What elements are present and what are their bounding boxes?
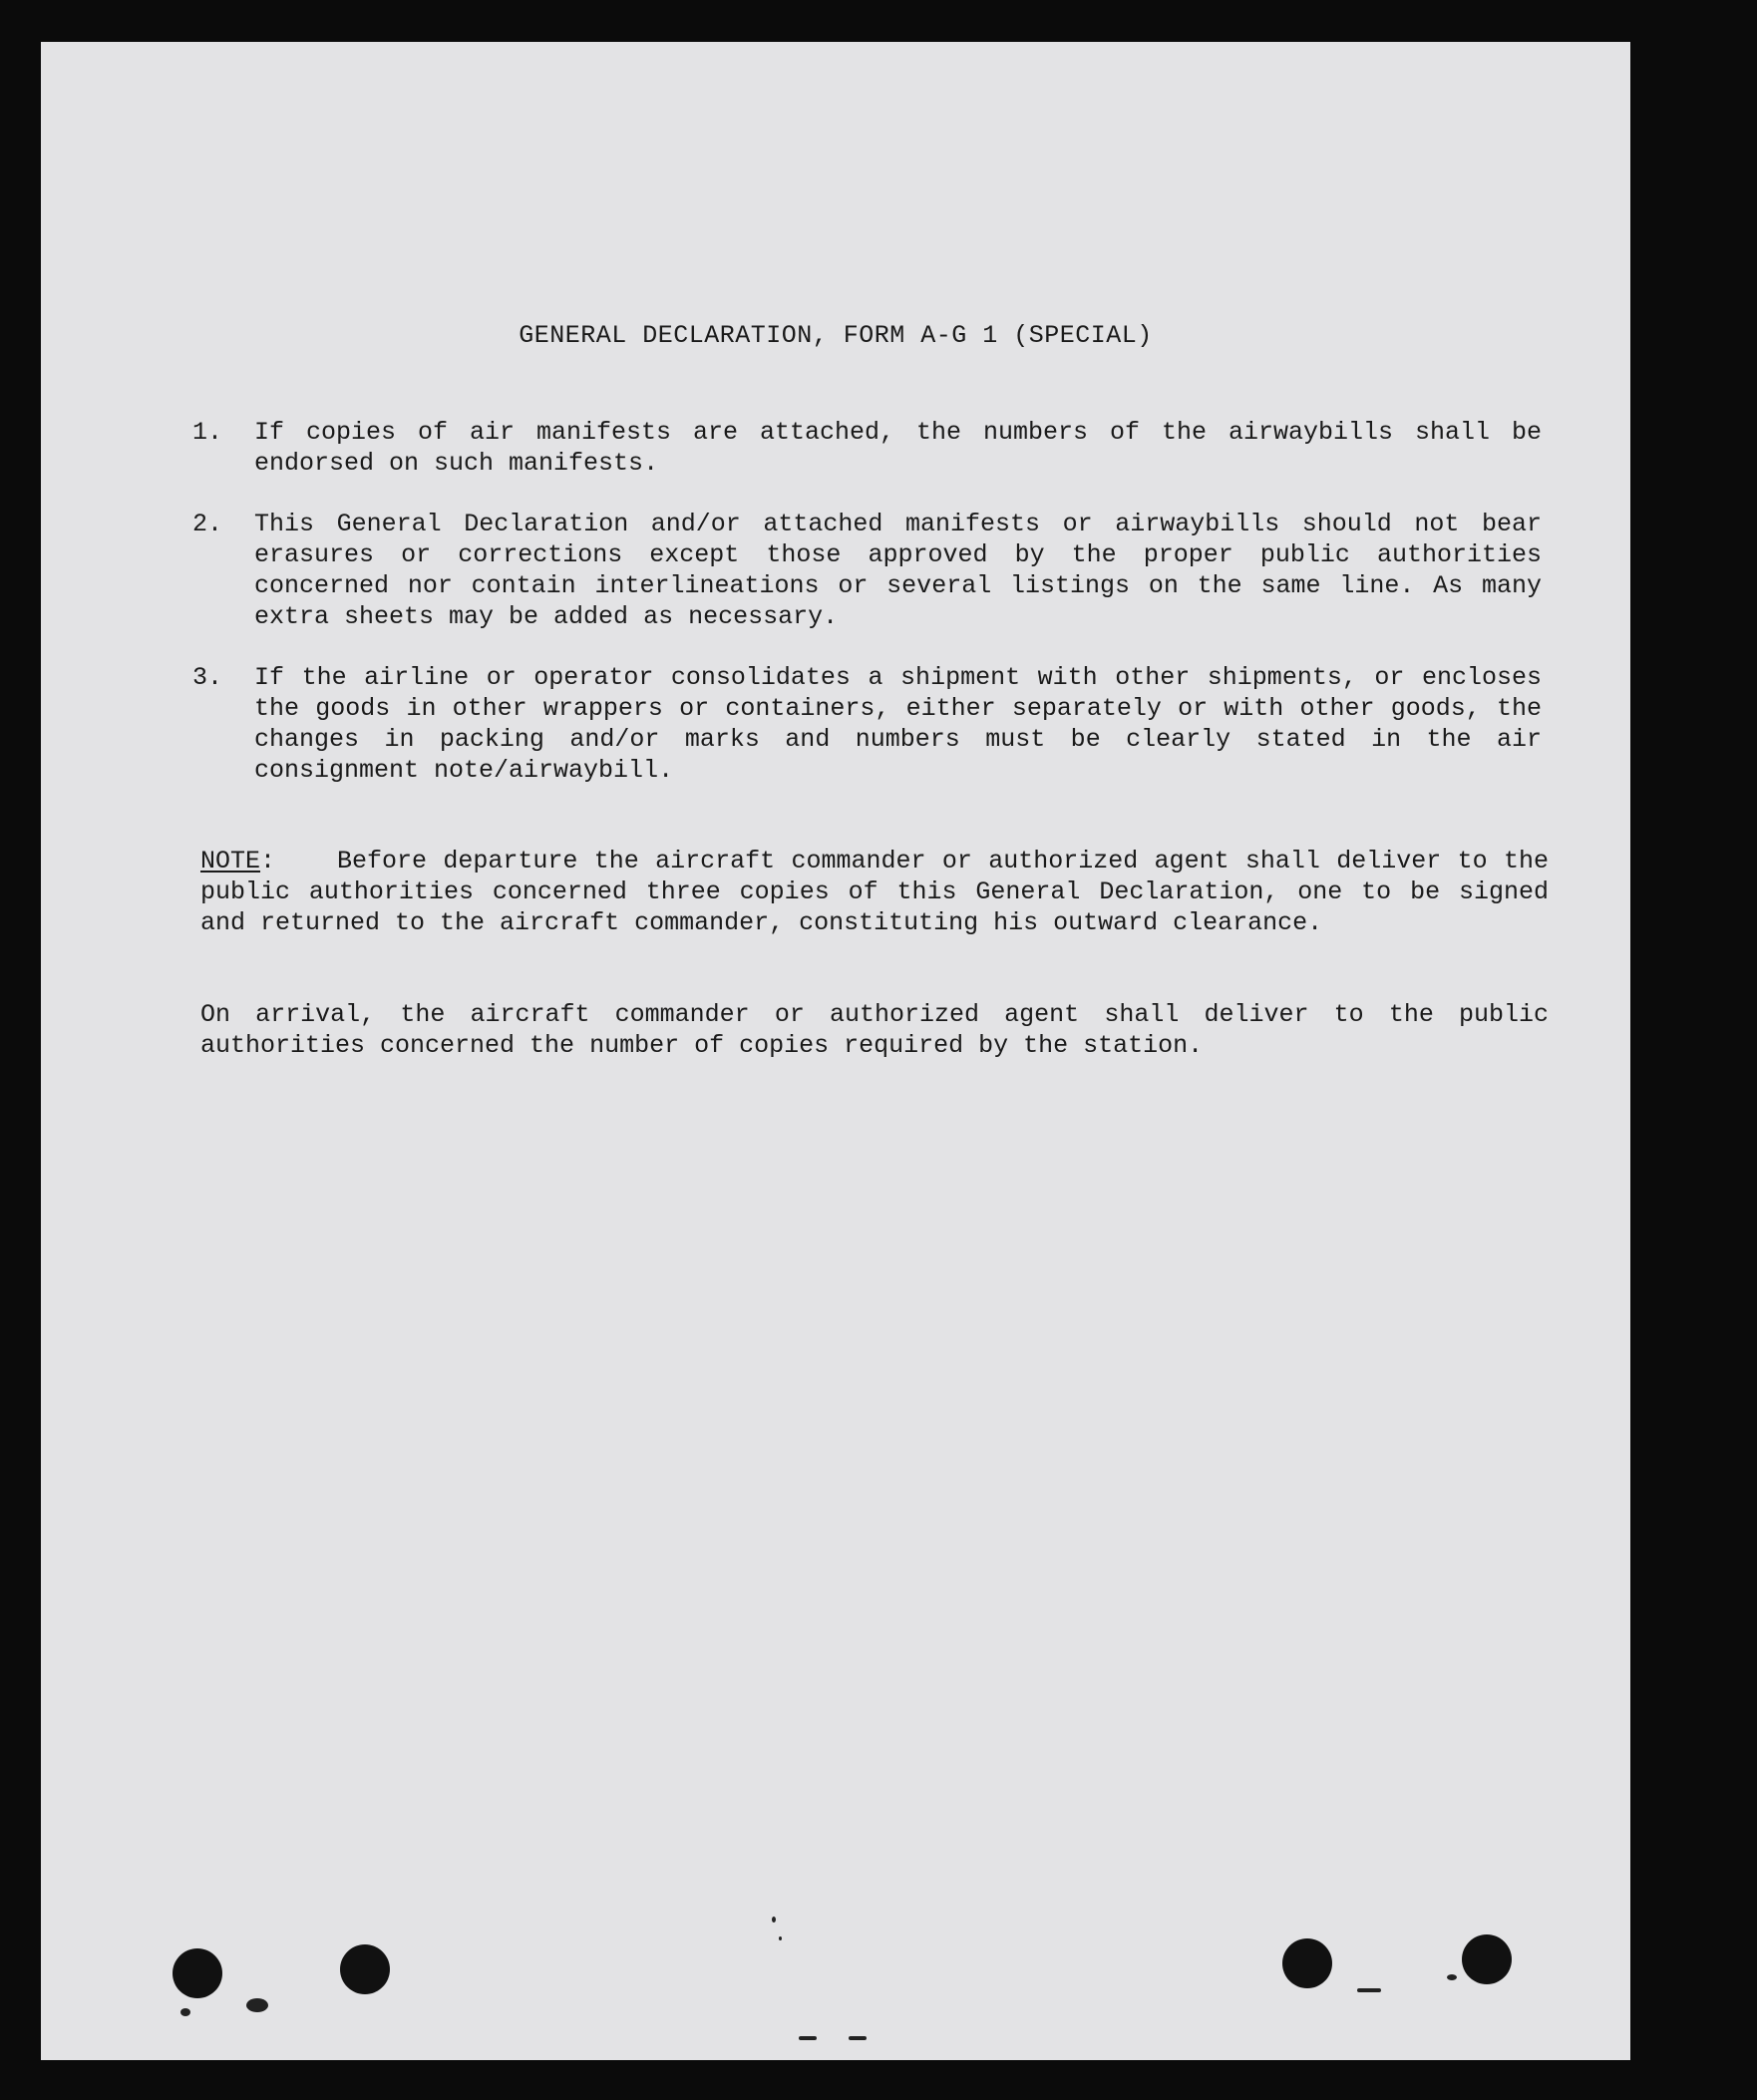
speck [772, 1917, 776, 1923]
document-page [41, 42, 1630, 2060]
item-text: If copies of air manifests are attached, the numbers of the airwaybills shall be endorsed on such manifests. [254, 418, 1542, 478]
note-colon: : [260, 847, 276, 875]
list-item [192, 417, 1542, 479]
list-item [192, 509, 1542, 632]
item-number: 2. [192, 510, 223, 538]
punch-hole [1462, 1934, 1512, 1984]
arrival-paragraph: On arrival, the aircraft commander or authorized agent shall deliver to the public authorities concerned the number of copies required by the station. [200, 1000, 1549, 1060]
speck [1447, 1974, 1457, 1980]
speck [246, 1998, 268, 2012]
item-text: This General Declaration and/or attached manifests or airwaybills should not bear erasures or corrections except those approved by the proper public authorities concerned nor contain interlineations or several listings on the same line. As many extra sheets may be added as necessary. [254, 510, 1542, 631]
speck [849, 2036, 867, 2040]
speck [1357, 1988, 1381, 1992]
punch-hole [1282, 1938, 1332, 1988]
note-label: NOTE [200, 847, 261, 875]
list-item [192, 662, 1542, 786]
speck [799, 2036, 817, 2040]
note-text: Before departure the aircraft commander or authorized agent shall deliver to the public authorities concerned three copies of this General Declaration, one to be signed and returned to the aircraft commander, constituting his outward clearance. [200, 847, 1549, 937]
speck [180, 2008, 190, 2016]
item-text: If the airline or operator consolidates a shipment with other shipments, or encloses the goods in other wrappers or containers, either separately or with other goods, the changes in packing and/or marks and numbers must be clearly stated in the air consignment note/airwaybill. [254, 663, 1542, 785]
item-number: 1. [192, 418, 223, 447]
note-paragraph [200, 846, 1549, 938]
item-number: 3. [192, 663, 223, 692]
page-title: GENERAL DECLARATION, FORM A-G 1 (SPECIAL) [519, 321, 1153, 350]
punch-hole [173, 1948, 222, 1998]
punch-hole [340, 1944, 390, 1994]
speck [779, 1936, 782, 1940]
